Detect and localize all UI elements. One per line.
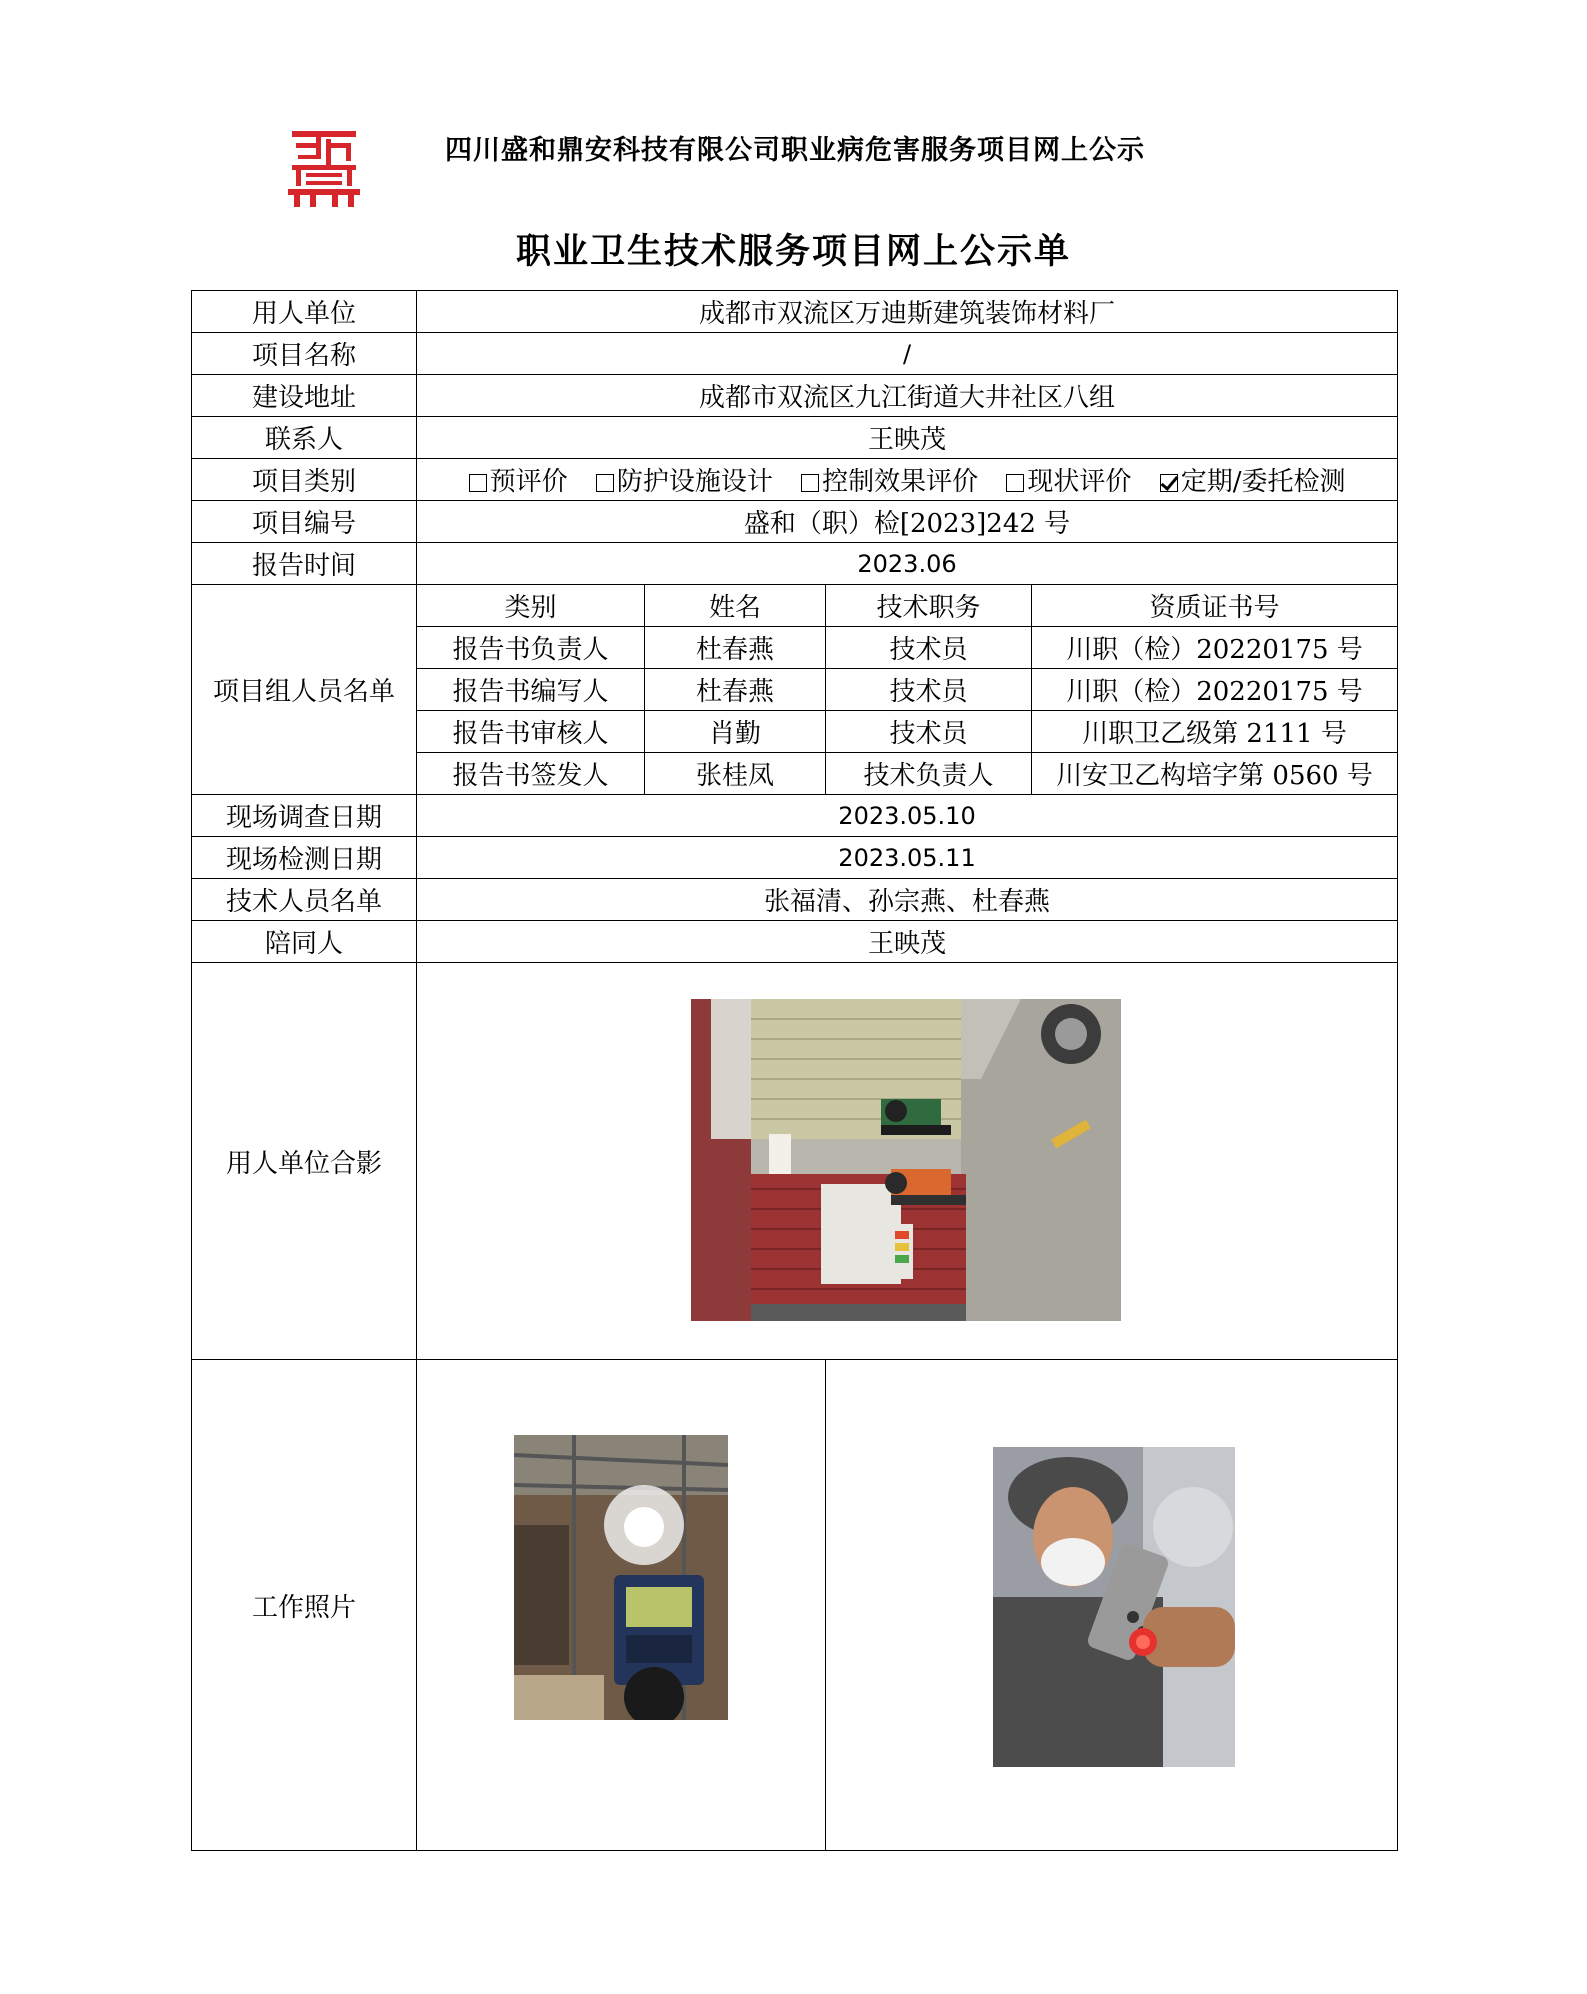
company-seal-logo [286, 129, 362, 209]
team-cell: 报告书编写人 [417, 669, 645, 711]
value-tech-staff: 张福清、孙宗燕、杜春燕 [417, 879, 1398, 921]
company-title: 四川盛和鼎安科技有限公司职业病危害服务项目网上公示 [445, 135, 1145, 166]
team-header: 类别 [417, 585, 645, 627]
row-detect-date [192, 837, 1398, 879]
category-option[interactable]: 控制效果评价 [801, 461, 978, 498]
document-title: 职业卫生技术服务项目网上公示单 [515, 231, 1071, 272]
category-options [417, 459, 1398, 501]
row-companion [192, 921, 1398, 963]
value-address: 成都市双流区九江街道大井社区八组 [417, 375, 1398, 417]
row-report-time [192, 543, 1398, 585]
team-cell: 技术负责人 [826, 753, 1032, 795]
team-header: 姓名 [645, 585, 826, 627]
checkbox-icon[interactable] [596, 474, 614, 492]
row-tech-staff [192, 879, 1398, 921]
label-survey-date: 现场调查日期 [192, 795, 417, 837]
work-photo-cell-2 [826, 1360, 1398, 1851]
value-contact: 王映茂 [417, 417, 1398, 459]
team-header-row [192, 585, 1398, 627]
label-detect-date: 现场检测日期 [192, 837, 417, 879]
team-header: 资质证书号 [1032, 585, 1398, 627]
value-project-no: 盛和（职）检[2023]242 号 [417, 501, 1398, 543]
row-employer [192, 291, 1398, 333]
team-cell: 肖勤 [645, 711, 826, 753]
row-project-no [192, 501, 1398, 543]
team-cell: 川职（检）20220175 号 [1032, 627, 1398, 669]
category-option[interactable]: 现状评价 [1006, 461, 1131, 498]
team-cell: 技术员 [826, 627, 1032, 669]
team-cell: 杜春燕 [645, 627, 826, 669]
team-cell: 川职（检）20220175 号 [1032, 669, 1398, 711]
value-employer: 成都市双流区万迪斯建筑装饰材料厂 [417, 291, 1398, 333]
row-address [192, 375, 1398, 417]
team-cell: 技术员 [826, 711, 1032, 753]
work-photo-measurement [993, 1447, 1235, 1767]
team-cell: 川职卫乙级第 2111 号 [1032, 711, 1398, 753]
value-companion: 王映茂 [417, 921, 1398, 963]
label-category: 项目类别 [192, 459, 417, 501]
team-cell: 技术员 [826, 669, 1032, 711]
work-photo-cell-1 [417, 1360, 826, 1851]
label-tech-staff: 技术人员名单 [192, 879, 417, 921]
category-option[interactable]: 预评价 [469, 461, 568, 498]
group-photo [691, 999, 1121, 1321]
category-option[interactable]: 防护设施设计 [596, 461, 773, 498]
label-employer: 用人单位 [192, 291, 417, 333]
label-project-no: 项目编号 [192, 501, 417, 543]
team-cell: 张桂凤 [645, 753, 826, 795]
work-photo-sampling [514, 1435, 728, 1720]
row-survey-date [192, 795, 1398, 837]
value-project-name: / [417, 333, 1398, 375]
label-group-photo: 用人单位合影 [192, 963, 417, 1360]
label-project-name: 项目名称 [192, 333, 417, 375]
label-contact: 联系人 [192, 417, 417, 459]
checkbox-icon[interactable] [469, 474, 487, 492]
checkbox-icon[interactable] [1006, 474, 1024, 492]
team-cell: 川安卫乙构培字第 0560 号 [1032, 753, 1398, 795]
label-address: 建设地址 [192, 375, 417, 417]
team-cell: 杜春燕 [645, 669, 826, 711]
category-option[interactable]: 定期/委托检测 [1160, 461, 1346, 498]
team-cell: 报告书签发人 [417, 753, 645, 795]
team-cell: 报告书负责人 [417, 627, 645, 669]
value-detect-date: 2023.05.11 [417, 837, 1398, 879]
label-companion: 陪同人 [192, 921, 417, 963]
row-group-photo [192, 963, 1398, 1360]
team-cell: 报告书审核人 [417, 711, 645, 753]
label-report-time: 报告时间 [192, 543, 417, 585]
label-team: 项目组人员名单 [192, 585, 417, 795]
value-report-time: 2023.06 [417, 543, 1398, 585]
label-work-photos: 工作照片 [192, 1360, 417, 1851]
publicity-table [191, 290, 1398, 1851]
row-work-photos [192, 1360, 1398, 1851]
value-survey-date: 2023.05.10 [417, 795, 1398, 837]
row-project-name [192, 333, 1398, 375]
team-header: 技术职务 [826, 585, 1032, 627]
row-contact [192, 417, 1398, 459]
checkbox-icon[interactable] [801, 474, 819, 492]
row-category [192, 459, 1398, 501]
group-photo-cell [417, 963, 1398, 1360]
checkbox-checked-icon[interactable] [1160, 474, 1178, 492]
